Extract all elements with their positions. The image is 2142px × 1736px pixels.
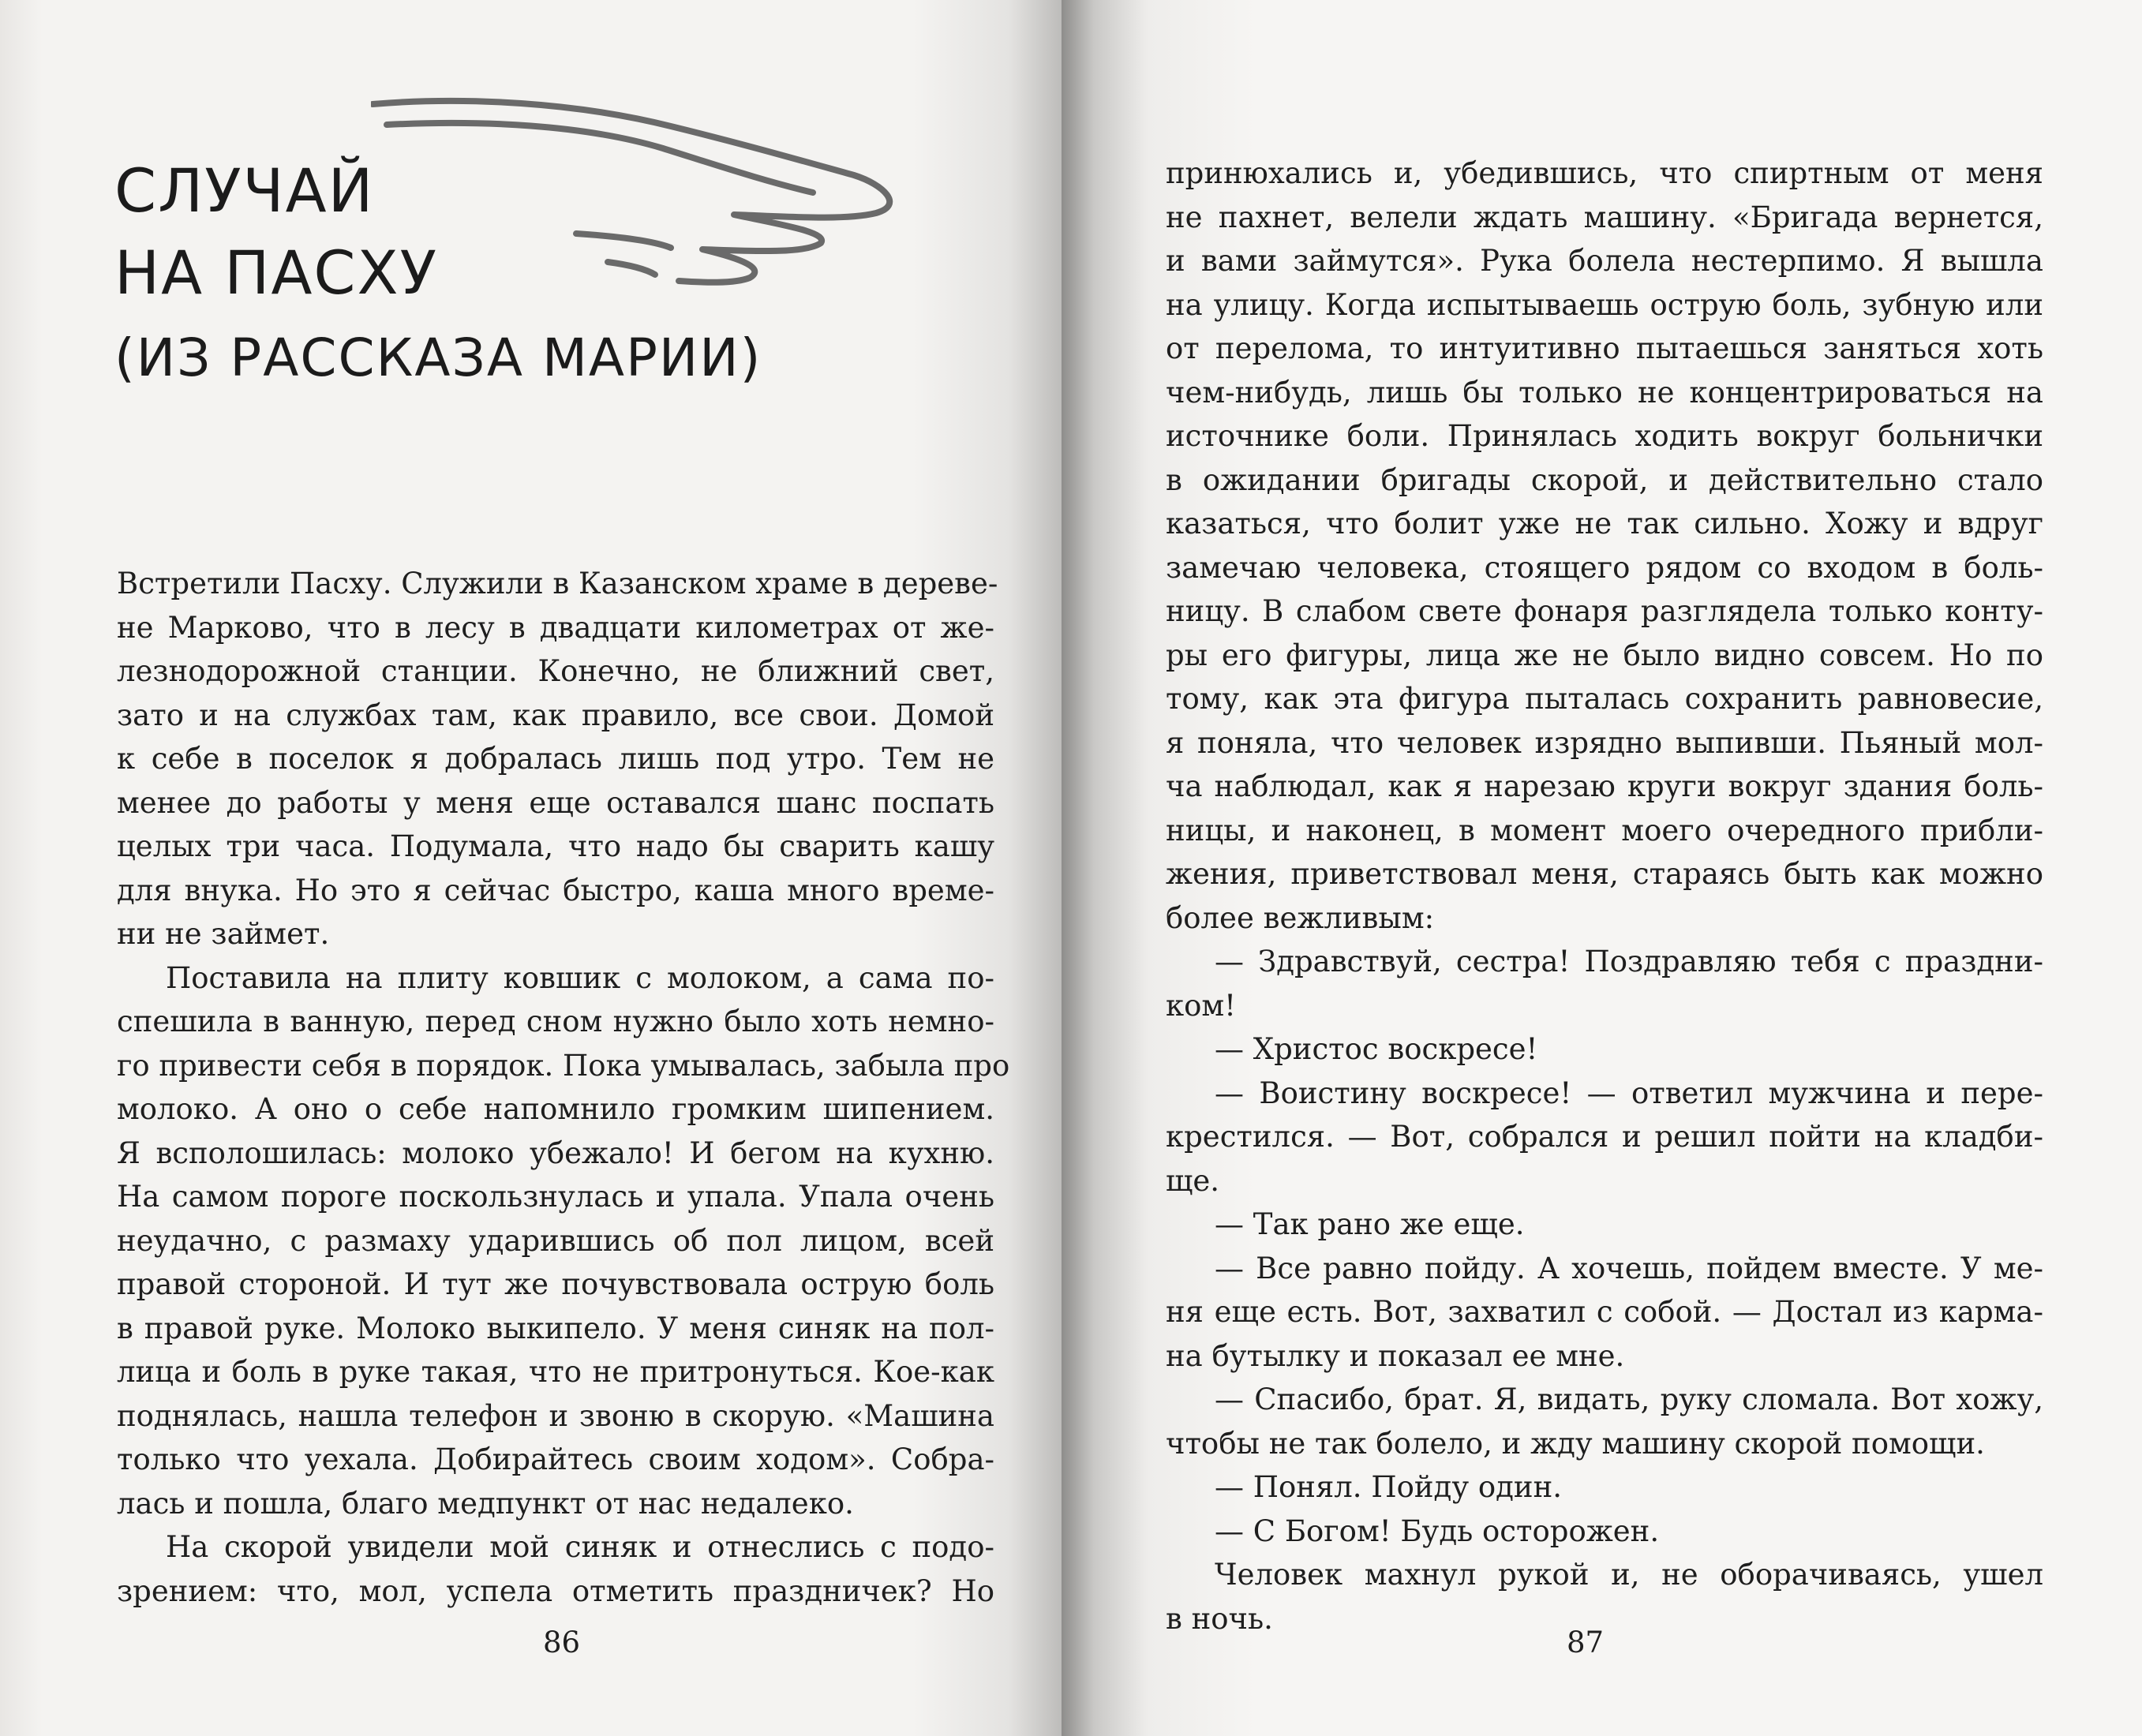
text-line: более вежливым:: [1166, 900, 1435, 935]
text-line: в правой руке. Молоко выкипело. У меня синяк на пол-: [117, 1311, 994, 1345]
text-line: только что уехала. Добирайтесь своим ходом». Собра-: [117, 1442, 994, 1476]
left-page: [0, 0, 1062, 1736]
text-line: принюхались и, убедившись, что спиртным от меня: [1166, 156, 2043, 190]
text-line: молоко. А оно о себе напомнило громким шипением.: [117, 1092, 994, 1126]
left-page-body: [117, 562, 1010, 1613]
text-line: ницу. В слабом свете фонаря разглядела только конту-: [1166, 594, 2043, 628]
text-line: — Понял. Пойду один.: [1215, 1470, 1562, 1504]
text-line: Поставила на плиту ковшик с молоком, а сама по-: [166, 960, 994, 995]
text-line: ком!: [1166, 988, 1237, 1023]
text-line: на бутылку и показал ее мне.: [1166, 1338, 1625, 1373]
text-line: — Все равно пойду. А хочешь, пойдем вместе. У ме-: [1215, 1251, 2043, 1285]
text-line: тому, как эта фигура пыталась сохранить равновесие,: [1166, 682, 2043, 716]
text-line: замечаю человека, стоящего рядом со входом в боль-: [1166, 550, 2043, 585]
text-line: на улицу. Когда испытываешь острую боль, зубную или: [1166, 287, 2043, 322]
text-line: к себе в поселок я добралась лишь под утро. Тем не: [117, 742, 994, 776]
title-line: НА ПАСХУ: [114, 238, 438, 308]
text-line: для внука. Но это я сейчас быстро, каша много време-: [117, 873, 994, 907]
text-line: ча наблюдал, как я нарезаю круги вокруг здания боль-: [1166, 769, 2043, 803]
text-line: и вами займутся». Рука болела нестерпимо. Я вышла: [1166, 244, 2043, 278]
page-number: 86: [543, 1626, 581, 1659]
text-line: Человек махнул рукой и, не оборачиваясь, ушел: [1215, 1558, 2043, 1592]
right-page: [1062, 0, 2142, 1736]
text-line: менее до работы у меня еще оставался шанс поспать: [117, 785, 994, 820]
text-line: — Здравствуй, сестра! Поздравляю тебя с праздни-: [1215, 945, 2043, 978]
text-line: ни не займет.: [117, 917, 330, 951]
text-line: ще.: [1166, 1163, 1220, 1198]
text-line: — Христос воскресе!: [1215, 1032, 1538, 1066]
page-number: 87: [1567, 1626, 1605, 1659]
text-line: го привести себя в порядок. Пока умывалась, забыла про: [117, 1048, 1010, 1083]
text-line: зато и на службах там, как правило, все свои. Домой: [117, 698, 994, 732]
text-line: лась и пошла, благо медпункт от нас недалеко.: [117, 1486, 854, 1521]
text-line: я поняла, что человек изрядно выпивши. Пьяный мол-: [1166, 725, 2043, 760]
title-subtitle: (ИЗ РАССКАЗА МАРИИ): [114, 327, 762, 388]
title-line: СЛУЧАЙ: [114, 155, 375, 226]
text-line: чем-нибудь, лишь бы только не концентрироваться на: [1166, 375, 2043, 410]
text-line: не пахнет, велели ждать машину. «Бригада вернется,: [1166, 200, 2043, 234]
text-line: Я всполошилась: молоко убежало! И бегом на кухню.: [117, 1136, 994, 1170]
text-line: ры его фигуры, лица же не было видно совсем. Но по: [1166, 638, 2043, 672]
text-line: жения, приветствовал меня, стараясь быть как можно: [1166, 857, 2043, 891]
text-line: лица и боль в руке такая, что не притронуться. Кое-как: [117, 1355, 994, 1389]
text-line: крестился. — Вот, собрался и решил пойти на кладби-: [1166, 1120, 2043, 1154]
text-line: ня еще есть. Вот, захватил с собой. — Достал из карма-: [1166, 1295, 2043, 1329]
text-line: в ожидании бригады скорой, и действительно стало: [1166, 462, 2043, 497]
text-line: На скорой увидели мой синяк и отнеслись с подо-: [166, 1530, 994, 1564]
text-line: лезнодорожной станции. Конечно, не ближний свет,: [117, 654, 994, 688]
text-line: целых три часа. Подумала, что надо бы сварить кашу: [117, 829, 994, 863]
text-line: На самом пороге поскользнулась и упала. Упала очень: [117, 1180, 994, 1214]
text-line: — Спасибо, брат. Я, видать, руку сломала. Вот хожу,: [1215, 1382, 2043, 1416]
right-page-body: [1166, 152, 2043, 1641]
text-line: не Марково, что в лесу в двадцати километрах от же-: [117, 610, 994, 645]
text-line: неудачно, с размаху ударившись об пол лицом, всей: [117, 1223, 994, 1258]
text-line: зрением: что, мол, успела отметить праздничек? Но: [117, 1573, 994, 1608]
text-line: — Так рано же еще.: [1215, 1207, 1525, 1241]
text-line: Встретили Пасху. Служили в Казанском храме в дереве-: [117, 567, 998, 600]
chapter-title: [114, 150, 762, 398]
text-line: правой стороной. И тут же почувствовала острую боль: [117, 1267, 994, 1301]
text-line: источнике боли. Принялась ходить вокруг больнички: [1166, 419, 2043, 453]
text-line: от перелома, то интуитивно пытаешься заняться хоть: [1166, 331, 2043, 365]
text-line: чтобы не так болело, и жду машину скорой помощи.: [1166, 1426, 1985, 1461]
text-line: казаться, что болит уже не так сильно. Хожу и вдруг: [1166, 507, 2043, 541]
text-line: — Воистину воскресе! — ответил мужчина и пере-: [1215, 1076, 2043, 1110]
text-line: — С Богом! Будь осторожен.: [1215, 1513, 1660, 1548]
text-line: спешила в ванную, перед сном нужно было хоть немно-: [117, 1005, 994, 1038]
text-line: в ночь.: [1166, 1601, 1273, 1636]
text-line: ницы, и наконец, в момент моего очередного прибли-: [1166, 813, 2043, 847]
text-line: поднялась, нашла телефон и звоню в скорую. «Машина: [117, 1398, 994, 1433]
